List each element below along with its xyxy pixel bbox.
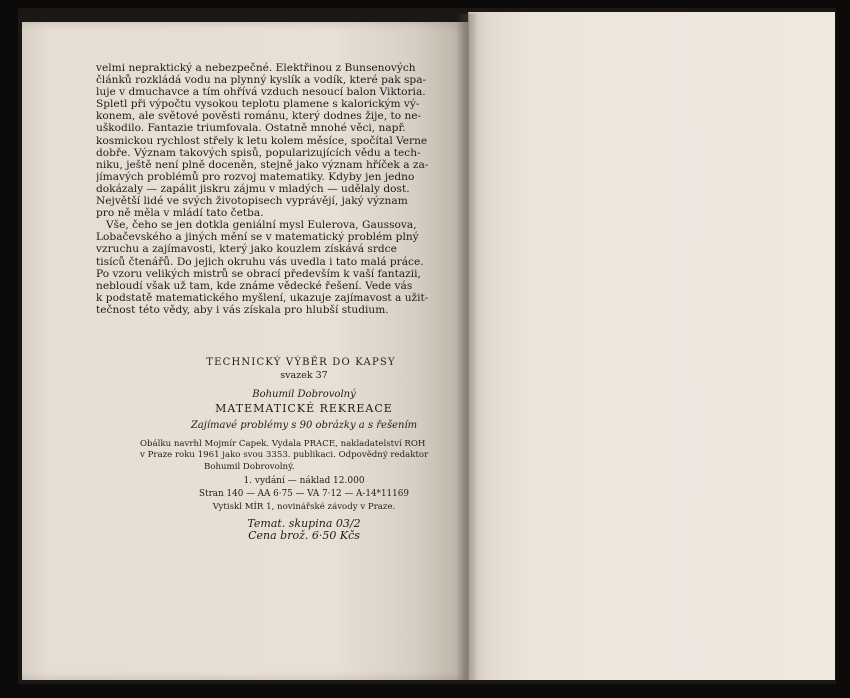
book-title: MATEMATICKÉ REKREACE	[215, 402, 393, 416]
imprint-block	[140, 357, 462, 543]
text-line: Vše, čeho se jen dotkla geniální mysl Eulerova, Gaussova,	[106, 219, 417, 232]
text-line: tisíců čtenářů. Do jejich okruhu vás uvedla i tato malá práce.	[96, 255, 424, 268]
print-stats: Stran 140 — AA 6·75 — VA 7·12 — A-14*11169	[199, 489, 409, 499]
credits-line: Obálku navrhl Mojmír Čapek. Vydala PRÁCE, nakladatelství ROH	[140, 438, 426, 449]
series-name: TECHNICKÝ VÝBĚR DO KAPSY	[206, 357, 396, 368]
credits	[54, 439, 444, 473]
text-line: velmi nepraktický a nebezpečné. Elektřinou z Bunsenových	[96, 62, 416, 74]
text-line: Lobačevského a jiných mění se v matematický problém plný	[96, 231, 419, 244]
text-line: niku, ještě není plně doceněn, stejně jako význam hříček a za-	[96, 158, 429, 171]
price: Cena brož. 6·50 Kčs	[248, 529, 360, 543]
text-line: luje v dmuchavce a tím ohřívá vzduch nesoucí balon Viktoria.	[96, 86, 426, 99]
text-line: Největší lidé ve svých životopisech vyprávějí, jaký význam	[96, 195, 408, 208]
text-line: Spletl při výpočtu vysokou teplotu plamene s kalorickým vý-	[96, 98, 420, 111]
text-line: vzruchu a zajímavosti, který jako kouzlem získává srdce	[96, 243, 397, 256]
book-gutter	[456, 14, 478, 680]
credits-line: v Praze roku 1961 jako svou 3353. publikaci. Odpovědný redaktor	[140, 450, 429, 461]
text-line: pro ně měla v mládí tato četba.	[96, 207, 264, 220]
right-page	[468, 12, 835, 680]
text-line: dobře. Význam takových spisů, popularizujících vědu a tech-	[96, 146, 421, 159]
thematic-group: Temat. skupina 03/2	[247, 516, 361, 530]
credits-line: Bohumil Dobrovolný.	[204, 461, 295, 472]
text-line: k podstatě matematického myšlení, ukazuje zajímavost a užit-	[96, 291, 429, 304]
edition-info: 1. vydání — náklad 12.000	[243, 476, 365, 487]
printer-info: Vytiskl MÍR 1, novinářské závody v Praze.	[212, 501, 396, 512]
text-line: tečnost této vědy, aby i vás získala pro hlubší studium.	[96, 303, 389, 316]
volume-number: svazek 37	[280, 369, 328, 381]
book-subtitle: Zajímavé problémy s 90 obrázky a s řešením	[190, 420, 418, 432]
text-line: Po vzoru velikých mistrů se obrací především k vaší fantazii,	[96, 267, 421, 280]
author-name: Bohumil Dobrovolný	[252, 388, 356, 400]
text-line: uškodilo. Fantazie triumfovala. Ostatně mnohé věci, např.	[96, 122, 406, 135]
text-line: konem, ale světové pověsti románu, který dodnes žije, to ne-	[96, 110, 422, 123]
text-line: kosmickou rychlost střely k letu kolem měsíce, spočítal Verne	[96, 134, 428, 147]
text-line: jímavých problémů pro rozvoj matematiky. Kdyby jen jedno	[96, 170, 415, 183]
text-line: dokázaly — zapálit jiskru zájmu v mladých — udělaly dost.	[96, 182, 410, 195]
body-text	[96, 62, 452, 316]
text-line: nebloudí však už tam, kde známe vědecké řešení. Vede vás	[96, 279, 413, 292]
text-line: článků rozkládá vodu na plynný kyslík a vodík, které pak spa-	[96, 74, 427, 87]
